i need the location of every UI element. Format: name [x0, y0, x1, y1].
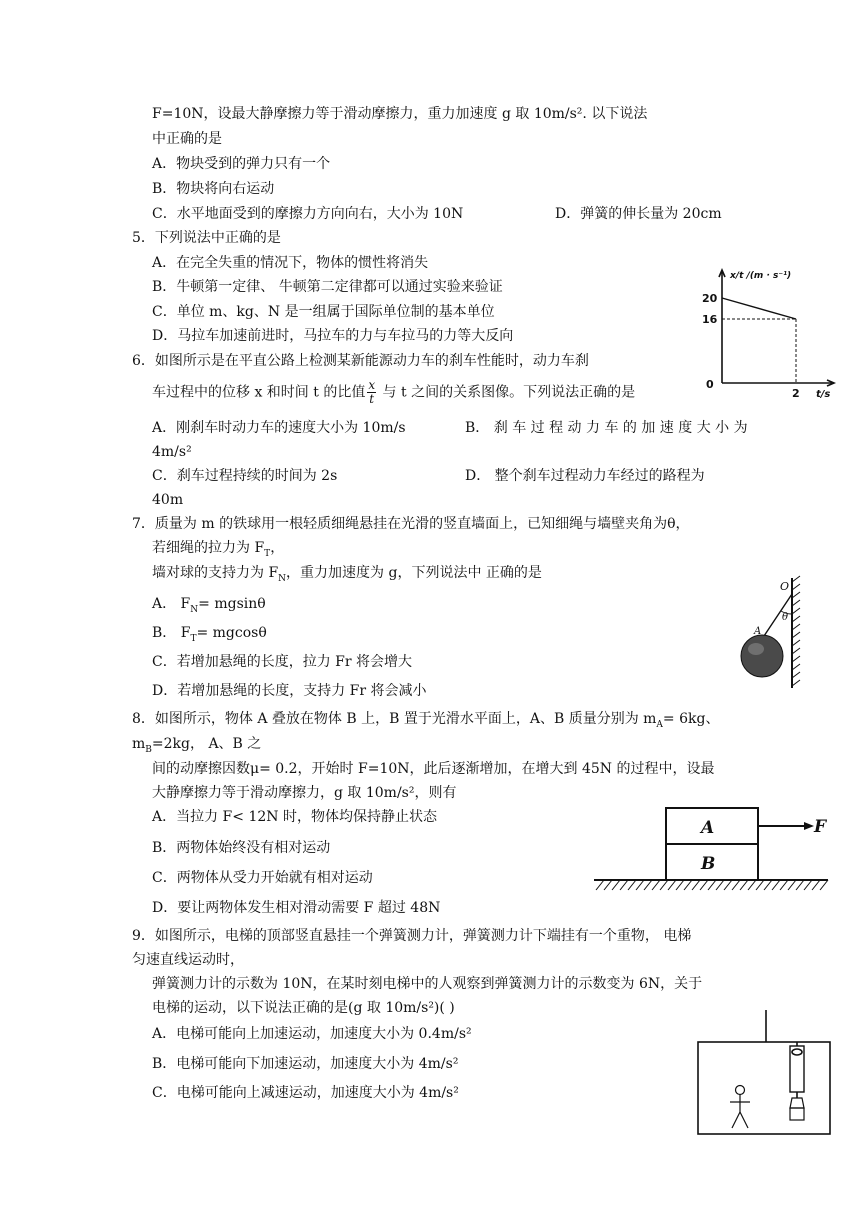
q6-stem-line2 [152, 379, 635, 406]
q5-option-d: D．马拉车加速前进时，马拉车的力与车拉马的力等大反向 [152, 328, 514, 344]
q7-option-d: D．若增加悬绳的长度，支持力 Fr 将会减小 [152, 683, 427, 699]
q9-stem-line4: 电梯的运动，以下说法正确的是(g 取 10m/s²)( ) [152, 1000, 455, 1016]
q6-option-d: D． 整个刹车过程动力车经过的路程为 [465, 468, 705, 484]
q9-option-a: A．电梯可能向上加速运动，加速度大小为 0.4m/s² [152, 1026, 472, 1042]
q5-stem: 5．下列说法中正确的是 [132, 230, 281, 246]
q4-option-c: C．水平地面受到的摩擦力方向向右，大小为 10N [152, 206, 464, 222]
q9-option-c: C．电梯可能向上减速运动，加速度大小为 4m/s² [152, 1085, 459, 1101]
q7-stem-line1: 7．质量为 m 的铁球用一根轻质细绳悬挂在光滑的竖直墙面上，已知细绳与墙壁夹角为θ， [132, 516, 690, 532]
q6-frac-num: x [368, 378, 376, 392]
q6-option-b: B． 刹 车 过 程 动 力 车 的 加 速 度 大 小 为 [465, 420, 748, 436]
q8-stem-line1: 8．如图所示，物体 A 叠放在物体 B 上，B 置于光滑水平面上，A、B 质量分别为 $m_A= 6kg$、 [132, 711, 720, 730]
q6-data-line [722, 298, 796, 319]
q8-option-d: D．要让两物体发生相对滑动需要 F 超过 48N [152, 900, 441, 916]
q6-stem-text-b: 与 t 之间的关系图像。下列说法正确的是 [378, 384, 636, 401]
q4-option-b: B．物块将向右运动 [152, 181, 275, 197]
q8-stem-line2: $m_B=2kg$， A、B 之 [132, 736, 262, 755]
q7-label-theta: θ [782, 612, 789, 623]
q7-option-a: A． $F_N= mgsin\theta$ [152, 596, 266, 615]
q8-stem-line4: 大静摩擦力等于滑动摩擦力，g 取 10m/s²，则有 [152, 785, 457, 801]
q8-option-c: C．两物体从受力开始就有相对运动 [152, 870, 373, 886]
q4-stem-line1: F=10N，设最大静摩擦力等于滑动摩擦力，重力加速度 g 取 10m/s². 以下说法 [152, 106, 648, 122]
q7-label-o: O [780, 580, 790, 593]
q6-xt-graph [692, 266, 842, 402]
q6-y-label: x/t /(m · s⁻¹) [730, 271, 792, 281]
q6-fraction [367, 379, 376, 406]
q6-stem-text-a: 车过程中的位移 x 和时间 t 的比值 [152, 384, 366, 401]
q9-person-head [736, 1086, 745, 1095]
q8-option-a: A．当拉力 F< 12N 时，物体均保持静止状态 [152, 809, 437, 825]
q7-option-c: C．若增加悬绳的长度，拉力 Fr 将会增大 [152, 654, 413, 670]
q7-ball-wall-figure [730, 574, 810, 692]
q6-option-d-cont: 40m [152, 492, 184, 508]
q9-weight-hook [790, 1098, 804, 1108]
q4-option-d: D．弹簧的伸长量为 20cm [555, 206, 722, 222]
q8-option-b: B．两物体始终没有相对运动 [152, 840, 331, 856]
q6-frac-den: t [369, 392, 375, 406]
q7-ball [741, 635, 783, 677]
q9-elevator-box [698, 1042, 830, 1134]
q9-elevator-figure [692, 1008, 838, 1140]
q8-label-b: B [701, 854, 716, 874]
q6-option-a: A．刚刹车时动力车的速度大小为 10m/s [152, 420, 406, 436]
q9-option-b: B．电梯可能向下加速运动，加速度大小为 4m/s² [152, 1056, 459, 1072]
q6-option-c: C．刹车过程持续的时间为 2s [152, 468, 338, 484]
q9-stem-line3: 弹簧测力计的示数为 10N，在某时刻电梯中的人观察到弹簧测力计的示数变为 6N，关于 [152, 976, 703, 992]
q6-origin: 0 [706, 378, 714, 391]
q9-weight [790, 1108, 804, 1120]
q8-label-f: F [814, 817, 827, 837]
q7-stem-line2: 若细绳的拉力为 $F_T$， [152, 540, 285, 559]
q4-option-a: A．物块受到的弹力只有一个 [152, 156, 331, 172]
q6-x-label: t/s [816, 389, 831, 400]
q7-stem-line3: 墙对球的支持力为 $F_N$，重力加速度为 g，下列说法中 正确的是 [152, 565, 542, 584]
q6-tick-2: 2 [792, 387, 800, 400]
q5-option-c: C．单位 m、kg、N 是一组属于国际单位制的基本单位 [152, 304, 495, 320]
q9-stem-line2: 匀速直线运动时， [132, 952, 244, 968]
q8-label-a: A [701, 818, 715, 838]
q7-label-a: A [754, 626, 762, 637]
q6-stem-line1: 6．如图所示是在平直公路上检测某新能源动力车的刹车性能时，动力车刹 [132, 353, 589, 369]
q7-option-b: B． $F_T= mgcos\theta$ [152, 625, 267, 644]
q5-option-a: A．在完全失重的情况下，物体的惯性将消失 [152, 255, 429, 271]
q6-option-b-cont: 4m/s² [152, 444, 192, 460]
q8-stem-line3: 间的动摩擦因数μ= 0.2，开始时 F=10N，此后逐渐增加，在增大到 45N 的过程中，设最 [152, 761, 715, 777]
q6-tick-20: 20 [702, 292, 718, 305]
q5-option-b: B．牛顿第一定律、 牛顿第二定律都可以通过实验来验证 [152, 279, 503, 295]
q9-stem-line1: 9．如图所示，电梯的顶部竖直悬挂一个弹簧测力计，弹簧测力计下端挂有一个重物， 电梯 [132, 928, 692, 944]
q6-tick-16: 16 [702, 313, 718, 326]
q4-stem-line2: 中正确的是 [152, 131, 222, 147]
q8-blocks-figure [592, 800, 832, 896]
